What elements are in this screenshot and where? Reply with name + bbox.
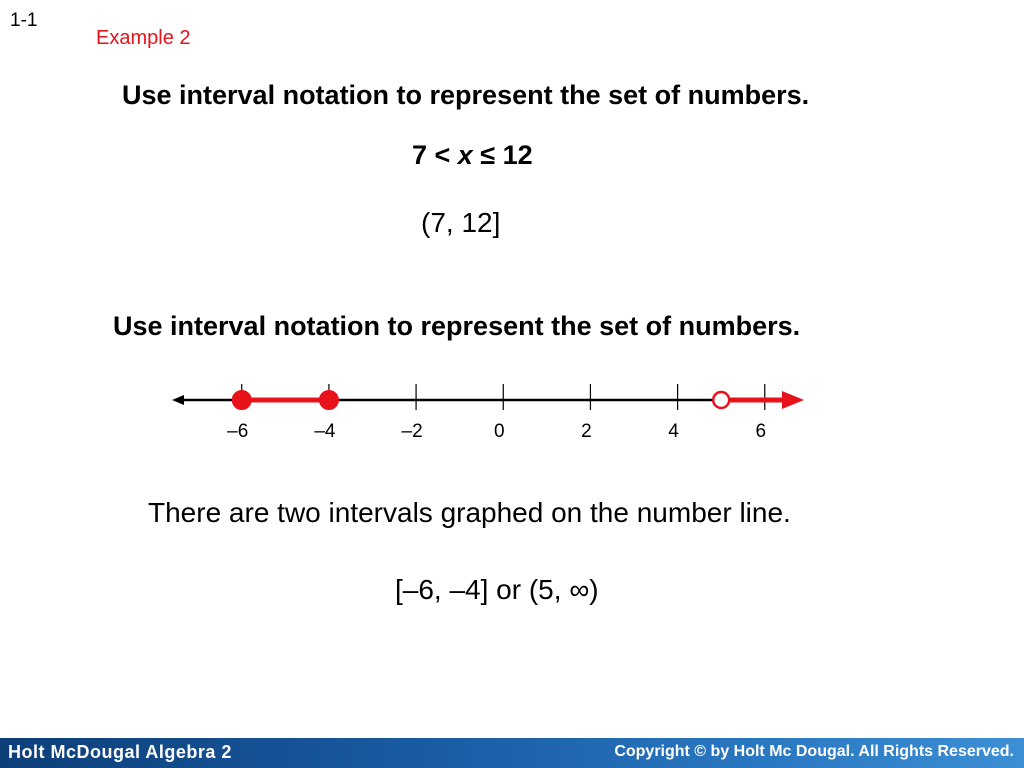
footer-bar <box>0 738 1024 768</box>
inequality-left: 7 < <box>412 140 458 170</box>
tick-label: 0 <box>493 421 505 442</box>
section-number: 1-1 <box>10 10 38 31</box>
inequality-right: ≤ 12 <box>472 140 533 170</box>
closed-endpoint <box>233 391 251 409</box>
tick-label: –6 <box>227 421 249 442</box>
heading-2: Use interval notation to represent the set of numbers. <box>113 311 801 341</box>
footer-title: Holt McDougal Algebra 2 <box>8 742 232 762</box>
tick-label: 6 <box>755 421 767 442</box>
example-label: Example 2 <box>96 27 191 49</box>
tick-label: 4 <box>668 421 679 442</box>
tick-label: 2 <box>581 421 592 442</box>
tick-label: –4 <box>314 421 336 442</box>
inequality-variable: x <box>457 140 473 170</box>
tick-label: –2 <box>401 421 423 442</box>
ray-arrow <box>782 391 804 409</box>
open-endpoint <box>713 392 729 408</box>
answer-1: (7, 12] <box>421 207 501 238</box>
footer-copyright: Copyright © by Holt Mc Dougal. All Rights Reserved. <box>614 743 1014 760</box>
axis-left-arrow <box>172 395 184 405</box>
answer-2: [–6, –4] or (5, ∞) <box>395 574 599 605</box>
heading-1: Use interval notation to represent the set of numbers. <box>122 80 810 110</box>
explanation-text: There are two intervals graphed on the number line. <box>148 497 791 528</box>
closed-endpoint <box>320 391 338 409</box>
